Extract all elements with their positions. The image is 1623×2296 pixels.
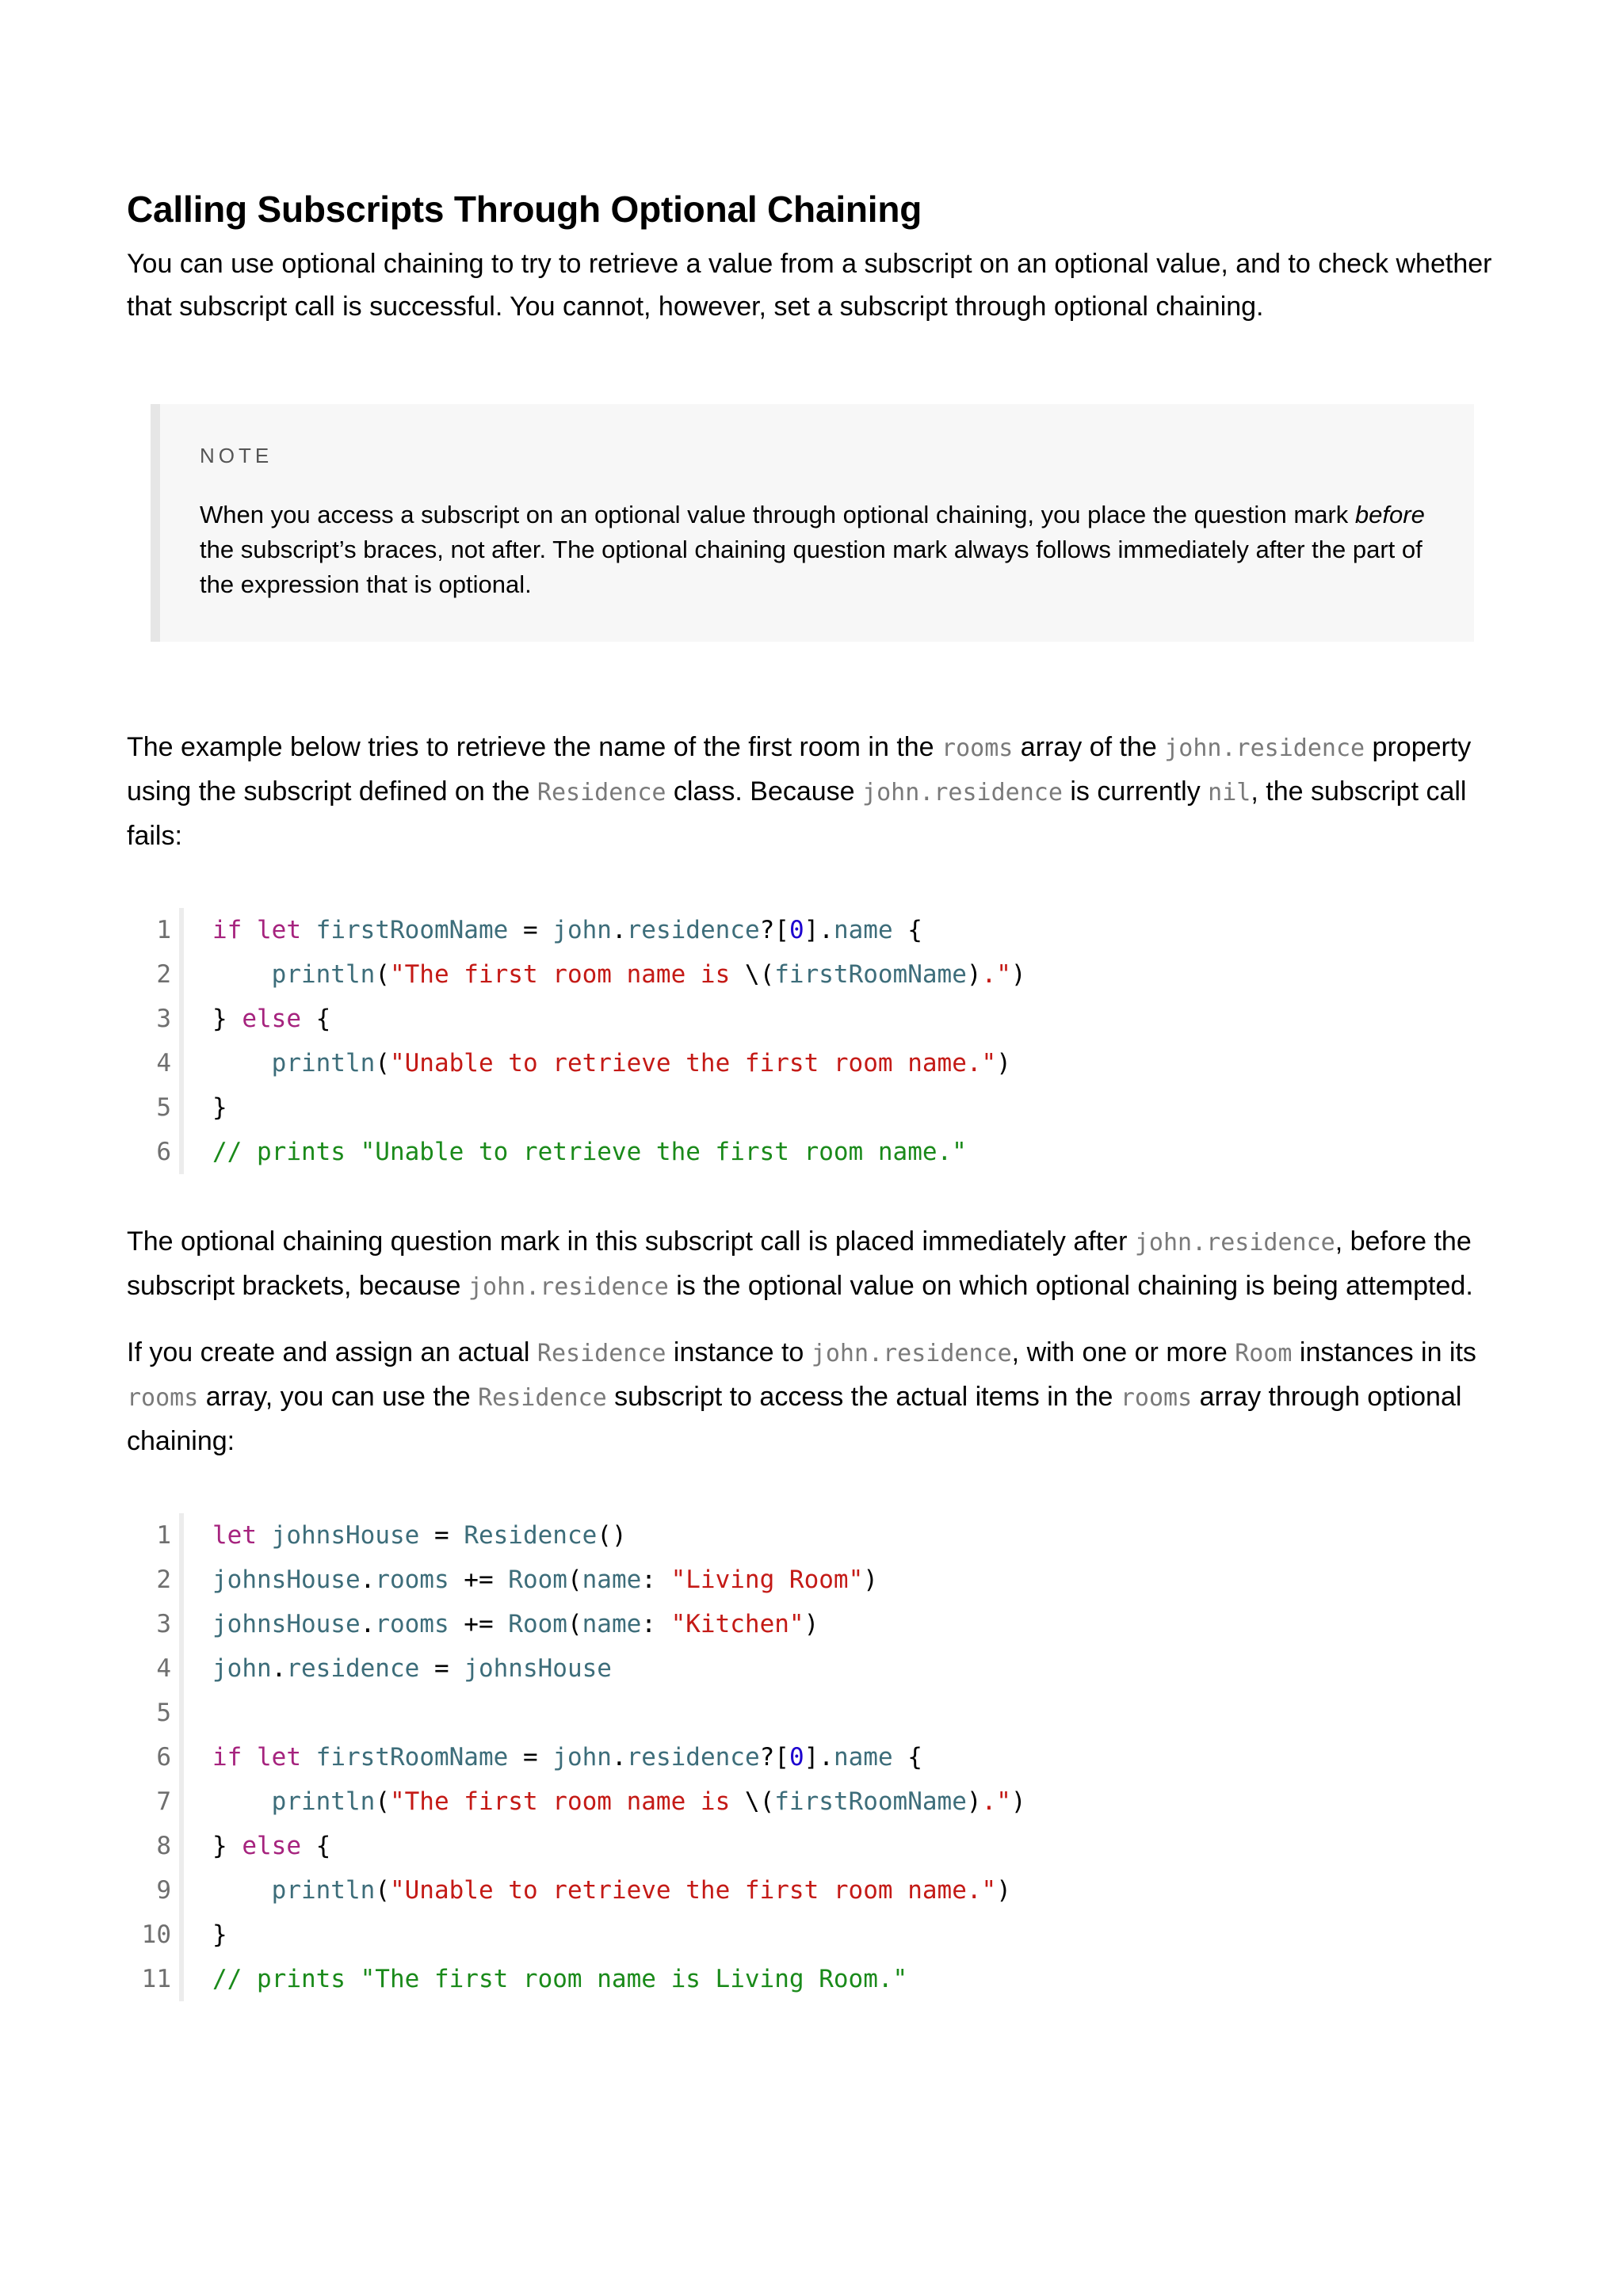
code-token: firstRoomName	[774, 960, 967, 989]
code-token: {	[300, 1832, 331, 1860]
code-line	[127, 1085, 1498, 1130]
code-token: {	[892, 1743, 922, 1772]
document-page	[127, 187, 1498, 2001]
line-number: 1	[156, 916, 171, 944]
code-token: // prints "The first room name is Living Room."	[212, 1965, 908, 1993]
inline-code: rooms	[1120, 1384, 1193, 1412]
code-token: (	[375, 1049, 390, 1077]
code-line	[127, 1913, 1498, 1957]
code-source	[212, 1824, 330, 1868]
code-token: =	[419, 1654, 464, 1683]
code-token: "Unable to retrieve the first room name."	[389, 1049, 997, 1077]
text-run: , before the subscript brackets, because	[127, 1226, 1472, 1301]
code-token: let	[257, 1743, 301, 1772]
code-token: if	[212, 1743, 242, 1772]
code-token: johnsHouse	[212, 1610, 361, 1638]
inline-code: john.residence	[1134, 1229, 1335, 1257]
code-token: =	[419, 1521, 464, 1550]
inline-code: Residence	[478, 1384, 607, 1412]
code-token: \(	[744, 960, 775, 989]
code-token: {	[300, 1005, 331, 1033]
code-token: firstRoomName	[774, 1787, 967, 1816]
code-token: "The first room name is	[389, 1787, 745, 1816]
line-number: 9	[156, 1876, 171, 1905]
code-line	[127, 1130, 1498, 1174]
code-source	[212, 1913, 227, 1957]
section-heading: Calling Subscripts Through Optional Chaining	[127, 189, 922, 230]
code-line	[127, 1868, 1498, 1913]
code-token: .	[360, 1610, 376, 1638]
code-token: ].	[804, 916, 834, 944]
text-run: is currently	[1062, 776, 1209, 807]
inline-code: john.residence	[1164, 734, 1365, 762]
code-block-1	[127, 908, 1498, 1174]
code-token: let	[257, 916, 301, 944]
line-number: 4	[156, 1654, 171, 1683]
code-token: "The first room name is	[389, 960, 745, 989]
code-token	[242, 1743, 257, 1772]
code-token: (	[375, 1787, 390, 1816]
code-source	[212, 1085, 227, 1130]
code-line	[127, 1558, 1498, 1602]
code-token: )	[863, 1566, 878, 1594]
text-run: The example below tries to retrieve the name of the first room in the	[127, 732, 942, 762]
code-token: "Living Room"	[670, 1566, 864, 1594]
code-token: println	[271, 960, 376, 989]
code-source	[212, 1735, 922, 1779]
code-token: .	[360, 1566, 376, 1594]
code-line	[127, 1041, 1498, 1085]
inline-code: john.residence	[862, 779, 1063, 807]
text-run: , the subscript call fails:	[127, 776, 1467, 851]
code-token: name	[582, 1610, 642, 1638]
explanation-paragraph	[127, 1220, 1498, 1309]
line-number: 2	[156, 960, 171, 989]
code-line	[127, 1646, 1498, 1691]
code-token: =	[508, 916, 553, 944]
text-run: The optional chaining question mark in this subscript call is placed immediately after	[127, 1226, 1135, 1257]
code-token: =	[508, 1743, 553, 1772]
text-run: array, you can use the	[198, 1382, 479, 1412]
code-source	[212, 952, 1026, 997]
code-block-2	[127, 1513, 1498, 2001]
note-text-part: When you access a subscript on an optional value through optional chaining, you place the question mark	[200, 501, 1355, 528]
inline-code: Residence	[537, 1340, 666, 1367]
line-number: 1	[156, 1521, 171, 1550]
code-token: ?[	[759, 916, 789, 944]
text-run: instances in its	[1292, 1337, 1476, 1367]
inline-code: rooms	[127, 1384, 199, 1412]
code-token: residence	[626, 916, 760, 944]
code-line	[127, 952, 1498, 997]
line-number: 2	[156, 1566, 171, 1594]
code-token	[212, 1787, 272, 1816]
code-token: +=	[449, 1566, 509, 1594]
code-token: 0	[789, 916, 804, 944]
text-run: is the optional value on which optional chaining is being attempted.	[668, 1271, 1473, 1301]
code-token: :	[641, 1610, 671, 1638]
line-number: 8	[156, 1832, 171, 1860]
code-source	[212, 1779, 1026, 1824]
code-line	[127, 1824, 1498, 1868]
code-line	[127, 1691, 1498, 1735]
inline-code: john.residence	[811, 1340, 1012, 1367]
code-source	[212, 1513, 627, 1558]
code-token	[301, 916, 316, 944]
code-token: )	[1010, 1787, 1026, 1816]
line-number: 11	[141, 1965, 171, 1993]
code-line	[127, 997, 1498, 1041]
code-token: println	[271, 1876, 376, 1905]
text-run: subscript to access the actual items in the	[606, 1382, 1121, 1412]
code-token	[257, 1521, 272, 1550]
line-number: 6	[156, 1138, 171, 1166]
code-token	[242, 916, 257, 944]
text-run: array through optional chaining:	[127, 1382, 1462, 1456]
code-token	[212, 1049, 272, 1077]
code-token: firstRoomName	[315, 916, 509, 944]
code-token: println	[271, 1049, 376, 1077]
code-token: name	[582, 1566, 642, 1594]
code-token: else	[242, 1005, 301, 1033]
code-token: (	[567, 1566, 582, 1594]
code-token: residence	[286, 1654, 420, 1683]
code-token	[212, 960, 272, 989]
code-token: johnsHouse	[212, 1566, 361, 1594]
code-token: )	[1010, 960, 1026, 989]
code-token: if	[212, 916, 242, 944]
code-token: firstRoomName	[315, 1743, 509, 1772]
code-token: println	[271, 1787, 376, 1816]
line-number: 7	[156, 1787, 171, 1816]
code-token: (	[375, 960, 390, 989]
code-token: ."	[981, 1787, 1011, 1816]
inline-code: rooms	[941, 734, 1014, 762]
intro-paragraph: You can use optional chaining to try to retrieve a value from a subscript on an optional value, and to check whether that subscript call is successful. You cannot, however, set a subscript through optional chaining.	[127, 249, 1492, 322]
code-token: john	[552, 1743, 612, 1772]
text-run: class. Because	[666, 776, 863, 807]
code-token: {	[892, 916, 922, 944]
text-run: If you create and assign an actual	[127, 1337, 537, 1367]
code-source	[212, 1558, 878, 1602]
code-token: }	[212, 1093, 227, 1122]
code-line	[127, 1513, 1498, 1558]
code-token: Room	[508, 1566, 567, 1594]
code-token: +=	[449, 1610, 509, 1638]
note-text	[200, 498, 1434, 602]
code-token	[212, 1876, 272, 1905]
code-line	[127, 1602, 1498, 1646]
code-token: residence	[626, 1743, 760, 1772]
code-token: .	[271, 1654, 287, 1683]
inline-code: nil	[1208, 779, 1251, 807]
line-number: 3	[156, 1610, 171, 1638]
code-source	[212, 1868, 1011, 1913]
code-token: )	[966, 1787, 982, 1816]
code-token: )	[996, 1049, 1011, 1077]
line-number: 10	[141, 1920, 171, 1949]
code-source	[212, 997, 330, 1041]
code-token	[301, 1743, 316, 1772]
code-token: let	[212, 1521, 257, 1550]
inline-code: Room	[1235, 1340, 1293, 1367]
code-token: )	[996, 1876, 1011, 1905]
code-token: john	[212, 1654, 272, 1683]
code-token: "Unable to retrieve the first room name."	[389, 1876, 997, 1905]
text-run: property using the subscript defined on the	[127, 732, 1472, 807]
code-token: )	[966, 960, 982, 989]
code-token: // prints "Unable to retrieve the first room name."	[212, 1138, 967, 1166]
example-paragraph	[127, 726, 1498, 857]
text-run: instance to	[666, 1337, 812, 1367]
line-number: 3	[156, 1005, 171, 1033]
code-token: name	[833, 1743, 893, 1772]
note-label: NOTE	[200, 444, 273, 467]
note-text-part: the subscript’s braces, not after. The optional chaining question mark always follows immediately after the part of the expression that is optional.	[200, 536, 1423, 598]
code-token: ()	[597, 1521, 627, 1550]
line-number: 5	[156, 1093, 171, 1122]
code-source	[212, 1957, 907, 2001]
code-token: rooms	[375, 1566, 449, 1594]
code-token: johnsHouse	[464, 1654, 612, 1683]
code-token: Residence	[464, 1521, 598, 1550]
assignment-paragraph	[127, 1331, 1498, 1463]
code-source	[212, 1130, 967, 1174]
code-source	[212, 1646, 612, 1691]
code-line	[127, 1957, 1498, 2001]
code-token: ].	[804, 1743, 834, 1772]
code-token: johnsHouse	[271, 1521, 420, 1550]
code-line	[127, 908, 1498, 952]
code-token: )	[804, 1610, 819, 1638]
code-token: }	[212, 1832, 242, 1860]
code-token: .	[611, 916, 627, 944]
code-source	[212, 908, 922, 952]
code-token: "Kitchen"	[670, 1610, 804, 1638]
inline-code: Residence	[537, 779, 666, 807]
code-token: name	[833, 916, 893, 944]
code-token: 0	[789, 1743, 804, 1772]
code-token: ."	[981, 960, 1011, 989]
code-token: ?[	[759, 1743, 789, 1772]
note-box	[151, 404, 1474, 642]
code-source	[212, 1602, 819, 1646]
text-run: array of the	[1013, 732, 1165, 762]
code-line	[127, 1735, 1498, 1779]
inline-code: john.residence	[468, 1273, 669, 1301]
code-token: (	[567, 1610, 582, 1638]
text-run: , with one or more	[1011, 1337, 1235, 1367]
code-token: :	[641, 1566, 671, 1594]
code-token: (	[375, 1876, 390, 1905]
note-emphasis: before	[1354, 501, 1425, 528]
code-token: \(	[744, 1787, 775, 1816]
line-number: 4	[156, 1049, 171, 1077]
code-token: }	[212, 1005, 242, 1033]
line-number: 5	[156, 1699, 171, 1727]
code-token: Room	[508, 1610, 567, 1638]
code-source	[212, 1041, 1011, 1085]
code-token: else	[242, 1832, 301, 1860]
code-token: rooms	[375, 1610, 449, 1638]
code-token: .	[611, 1743, 627, 1772]
line-number: 6	[156, 1743, 171, 1772]
code-line	[127, 1779, 1498, 1824]
code-token: }	[212, 1920, 227, 1949]
code-token: john	[552, 916, 612, 944]
